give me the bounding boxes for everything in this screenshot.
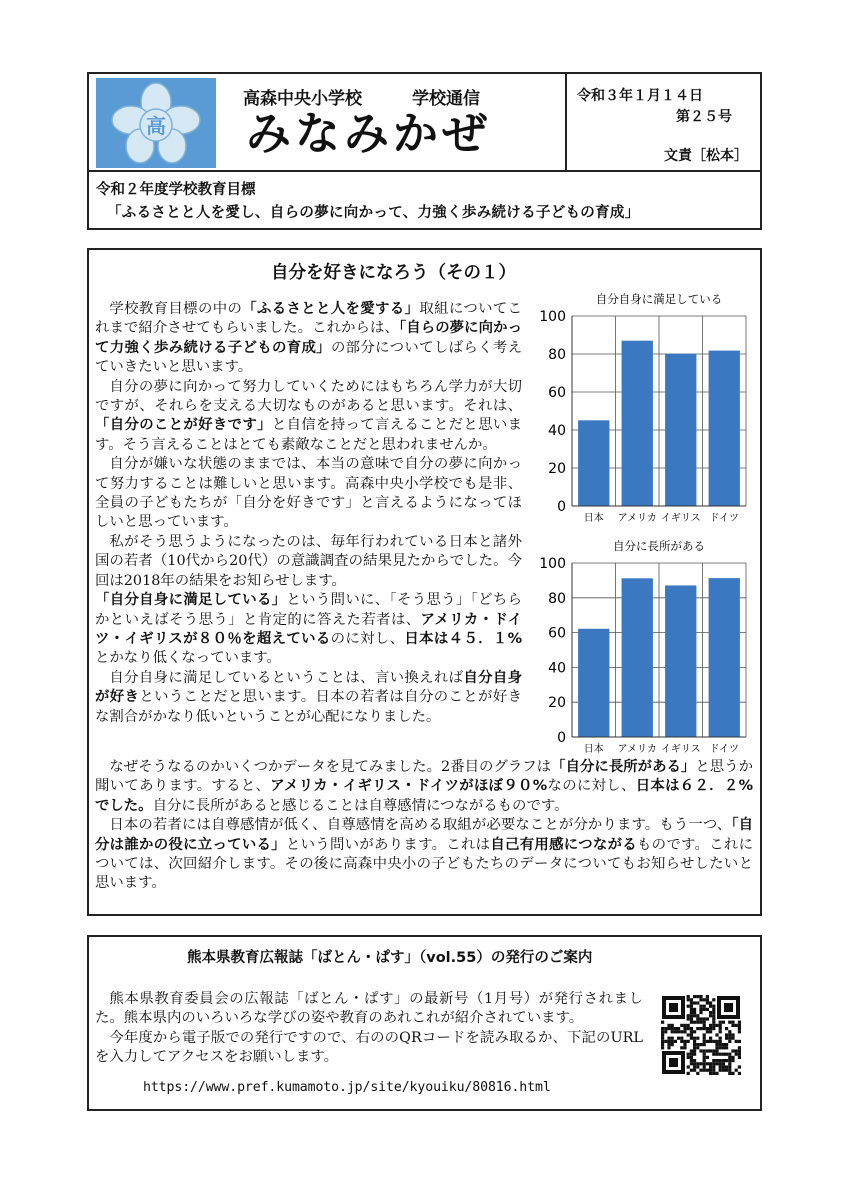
bar-イギリス xyxy=(665,585,696,737)
text-span: 自分に長所があると感じることは自尊感情につながるものです。 xyxy=(152,797,569,814)
article-paragraph-3: 自分が嫌いな状態のままでは、本当の意味で自分の夢に向かって努力することは難しいと思います。高森中央小学校でも是非、全員の子どもたちが「自分を好きです」と言えるようになってほしいと思っています。 xyxy=(95,456,522,531)
qr-code-icon[interactable] xyxy=(661,995,741,1075)
text-span: 日本の若者には自尊感情が低く、自尊感情を高める取組が必要なことが分かります。もう一つ、 xyxy=(109,817,732,834)
newsletter-title: みなみかぜ xyxy=(246,107,492,160)
text-span: と思うか聞いてあります。すると、 xyxy=(95,759,753,795)
chart-title: 自分自身に満足している xyxy=(595,292,723,306)
goal-label: 令和２年度学校教育目標 xyxy=(96,182,256,198)
issue-number: 第２５号 xyxy=(676,109,732,125)
y-tick-label: 60 xyxy=(548,385,566,401)
newsletter-type: 学校通信 xyxy=(412,89,480,109)
article-heading: 自分を好きになろう（その１） xyxy=(271,263,516,283)
text-span-bold: 自己有用感につながる xyxy=(490,836,637,853)
bar-日本 xyxy=(578,629,609,737)
text-span: なぜそうなるのかいくつかデータを見てみました。2番目のグラフは xyxy=(109,759,552,775)
text-span: ということだと思います。日本の若者は自分のことが好きな割合がかなり低いということが心配になりました。 xyxy=(95,689,522,725)
text-span: 取組についてこれまで紹介させてもらいました。これからは、 xyxy=(95,301,522,337)
y-tick-label: 100 xyxy=(539,309,566,325)
goal-text: 「ふるさとと人を愛し、自らの夢に向かって、力強く歩み続ける子どもの育成」 xyxy=(107,205,640,221)
school-name: 高森中央小学校 xyxy=(243,89,362,109)
y-tick-label: 80 xyxy=(548,347,566,363)
y-tick-label: 0 xyxy=(557,730,566,746)
y-tick-label: 20 xyxy=(548,461,566,477)
text-span-bold: 「ふるさとと人を愛する」 xyxy=(242,301,420,317)
y-tick-label: 40 xyxy=(548,660,566,677)
text-span: と自信を持って言えることだと思います。そう言えることはとても素敵なことだと思われませんか。 xyxy=(95,417,522,453)
text-span: という問いがあります。これは xyxy=(285,836,491,853)
y-tick-label: 100 xyxy=(539,556,566,572)
text-span: ものです。これについては、次回紹介します。その後に高森中央小の子どもたちのデータについてもお知らせしたいと思います。 xyxy=(95,836,753,892)
bar-ドイツ xyxy=(709,351,740,506)
issue-date: 令和３年１月１４日 xyxy=(577,88,703,104)
article-paragraph-6 xyxy=(95,669,522,727)
text-span-bold: 「自分は誰かの役に立っている」 xyxy=(95,817,753,853)
x-tick-label: アメリカ xyxy=(617,513,657,524)
text-span: という問いに、「そう思う」「どちらかといえばそう思う」と肯定的に答えた若者は、 xyxy=(95,592,522,628)
article-paragraph-8 xyxy=(95,816,753,894)
article-body-narrow xyxy=(95,300,522,727)
text-span-bold: アメリカ・ドイツ・イギリスが８０％を超えている xyxy=(95,611,522,647)
logo-glyph: 高 xyxy=(146,114,166,138)
text-span: の部分についてしばらく考えていきたいと思います。 xyxy=(95,339,522,376)
article-paragraph-7 xyxy=(95,758,753,816)
school-logo xyxy=(96,78,216,168)
notice-url[interactable]: https://www.pref.kumamoto.jp/site/kyouiku/80816.html xyxy=(143,1080,551,1095)
article-paragraph-4: 私がそう思うようになったのは、毎年行われている日本と諸外国の若者（10代から20代）の意識調査の結果見たからでした。今回は2018年の結果をお知らせします。 xyxy=(95,533,522,589)
y-tick-label: 60 xyxy=(548,625,566,642)
bar-イギリス xyxy=(665,354,696,506)
text-span: 自分自身に満足しているということは、言い換えれば xyxy=(109,669,464,686)
notice-paragraph-1: 熊本県教育委員会の広報誌「ばとん・ぱす」の最新号（1月号）が発行されました。熊本県内のいろいろな学びの姿や教育のあれこれが紹介されています。 xyxy=(95,991,643,1027)
chart-satisfied-with-self xyxy=(528,288,756,528)
bar-アメリカ xyxy=(622,578,653,737)
text-span: 自分の夢に向かって努力していくためにはもちろん学力が大切ですが、それらを支える大切なものがあると思います。それは、 xyxy=(95,378,522,415)
x-tick-label: アメリカ xyxy=(617,744,657,755)
chart-title: 自分に長所がある xyxy=(613,539,705,553)
text-span: なのに対し、 xyxy=(547,778,636,795)
y-tick-label: 20 xyxy=(548,695,566,712)
y-tick-label: 0 xyxy=(557,499,566,515)
notice-heading: 熊本県教育広報誌「ばとん・ぱす」（vol.55）の発行のご案内 xyxy=(187,950,593,966)
text-span-bold: 「自分に長所がある」 xyxy=(551,759,696,775)
x-tick-label: ドイツ xyxy=(709,744,739,755)
y-tick-label: 40 xyxy=(548,423,566,439)
text-span-bold: 「自分自身に満足している」 xyxy=(95,592,287,609)
text-span-bold: 「自分のことが好きです」 xyxy=(95,417,272,434)
x-tick-label: ドイツ xyxy=(709,513,739,524)
text-span-bold: アメリカ・イギリス・ドイツがほぼ９０% xyxy=(270,778,548,795)
editor-credit: 文責［松本］ xyxy=(664,148,748,164)
masthead-divider xyxy=(565,72,567,172)
text-span-bold: 日本は４５．１% xyxy=(404,630,522,647)
sakura-icon xyxy=(96,78,216,168)
bar-日本 xyxy=(578,420,609,506)
x-tick-label: イギリス xyxy=(660,744,701,755)
text-span: 学校教育目標の中の xyxy=(109,301,243,317)
text-span-bold: 日本は６２．２%でした。 xyxy=(95,778,753,814)
text-span-bold: 「自らの夢に向かって力強く歩み続ける子どもの育成」 xyxy=(95,320,522,356)
x-tick-label: 日本 xyxy=(583,744,604,755)
text-span: のに対し、 xyxy=(330,630,405,647)
x-tick-label: イギリス xyxy=(660,513,701,524)
article-paragraph-2 xyxy=(95,378,522,456)
chart-have-strengths xyxy=(528,535,756,759)
text-span-bold: 自分自身が好き xyxy=(95,669,522,706)
x-tick-label: 日本 xyxy=(583,513,604,524)
bar-アメリカ xyxy=(622,341,653,506)
bar-ドイツ xyxy=(709,578,740,737)
article-body-wide xyxy=(95,758,753,894)
notice-paragraph-2: 今年度から電子版での発行ですので、右ののQRコードを読み取るか、下記のURLを入力してアクセスをお願いします。 xyxy=(95,1029,643,1066)
article-paragraph-5 xyxy=(95,591,522,669)
text-span: とかなり低くなっています。 xyxy=(95,650,281,667)
article-paragraph-1 xyxy=(95,300,522,378)
notice-body xyxy=(95,990,643,1068)
y-tick-label: 80 xyxy=(548,590,566,607)
